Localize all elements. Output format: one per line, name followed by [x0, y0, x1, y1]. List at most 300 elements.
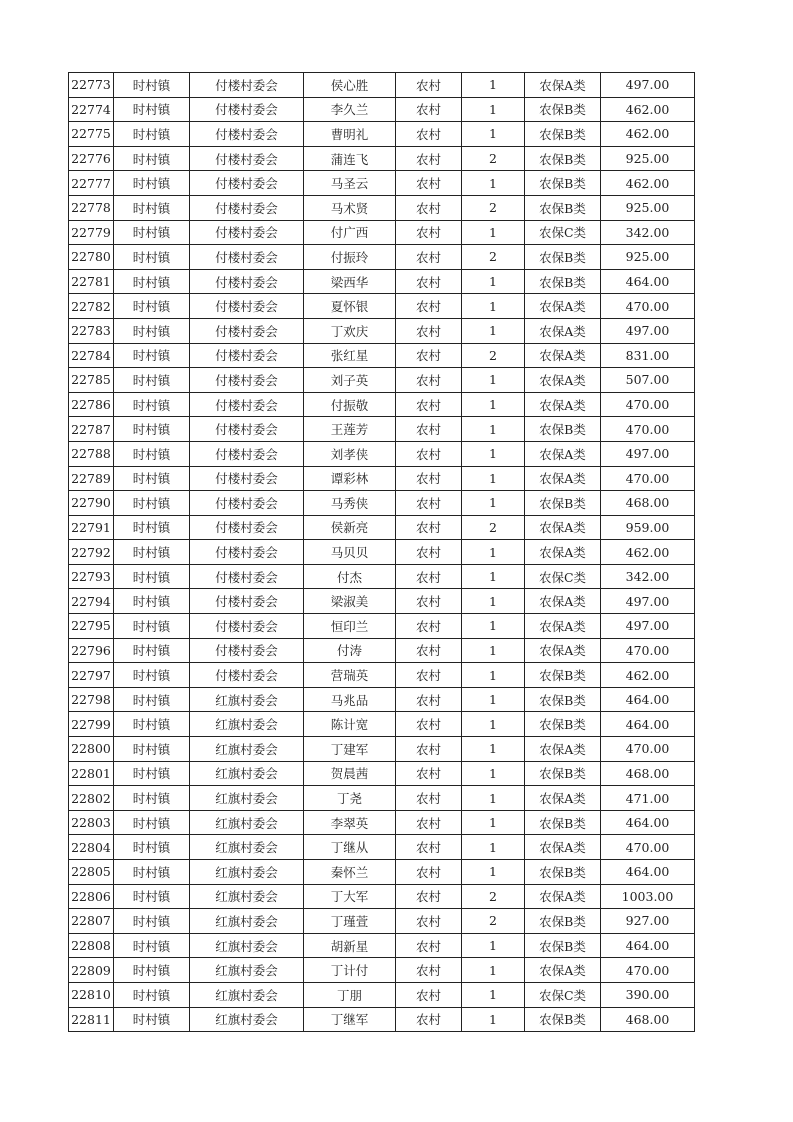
town-cell: 时村镇 [114, 441, 190, 466]
insurance-category-cell: 农保A类 [525, 958, 601, 983]
record-id-cell: 22778 [69, 195, 114, 220]
amount-cell: 464.00 [601, 860, 695, 885]
person-name-cell: 李久兰 [304, 97, 396, 122]
household-type-cell: 农村 [396, 737, 462, 762]
record-id-cell: 22806 [69, 884, 114, 909]
person-name-cell: 胡新星 [304, 933, 396, 958]
household-type-cell: 农村 [396, 97, 462, 122]
member-count-cell: 1 [462, 614, 525, 639]
insurance-category-cell: 农保B类 [525, 97, 601, 122]
record-id-cell: 22792 [69, 540, 114, 565]
table-row [69, 589, 695, 614]
town-cell: 时村镇 [114, 171, 190, 196]
village-committee-cell: 付楼村委会 [190, 466, 304, 491]
insurance-category-cell: 农保B类 [525, 269, 601, 294]
table-row [69, 638, 695, 663]
person-name-cell: 付涛 [304, 638, 396, 663]
insurance-category-cell: 农保B类 [525, 909, 601, 934]
table-row [69, 1007, 695, 1032]
record-id-cell: 22790 [69, 491, 114, 516]
record-id-cell: 22811 [69, 1007, 114, 1032]
amount-cell: 468.00 [601, 761, 695, 786]
village-committee-cell: 付楼村委会 [190, 441, 304, 466]
member-count-cell: 1 [462, 540, 525, 565]
amount-cell: 342.00 [601, 220, 695, 245]
person-name-cell: 马圣云 [304, 171, 396, 196]
person-name-cell: 刘孝侠 [304, 441, 396, 466]
person-name-cell: 李翠英 [304, 810, 396, 835]
table-row [69, 491, 695, 516]
member-count-cell: 1 [462, 97, 525, 122]
town-cell: 时村镇 [114, 564, 190, 589]
village-committee-cell: 红旗村委会 [190, 761, 304, 786]
table-row [69, 515, 695, 540]
person-name-cell: 梁西华 [304, 269, 396, 294]
household-type-cell: 农村 [396, 146, 462, 171]
table-row [69, 884, 695, 909]
person-name-cell: 付振玲 [304, 245, 396, 270]
table-row [69, 294, 695, 319]
village-committee-cell: 付楼村委会 [190, 195, 304, 220]
amount-cell: 470.00 [601, 638, 695, 663]
town-cell: 时村镇 [114, 712, 190, 737]
person-name-cell: 谭彩林 [304, 466, 396, 491]
household-type-cell: 农村 [396, 761, 462, 786]
person-name-cell: 丁继军 [304, 1007, 396, 1032]
town-cell: 时村镇 [114, 860, 190, 885]
insurance-category-cell: 农保A类 [525, 540, 601, 565]
table-row [69, 269, 695, 294]
amount-cell: 497.00 [601, 441, 695, 466]
record-id-cell: 22796 [69, 638, 114, 663]
household-type-cell: 农村 [396, 687, 462, 712]
person-name-cell: 营瑞英 [304, 663, 396, 688]
person-name-cell: 丁欢庆 [304, 318, 396, 343]
record-id-cell: 22799 [69, 712, 114, 737]
village-committee-cell: 付楼村委会 [190, 97, 304, 122]
village-committee-cell: 付楼村委会 [190, 294, 304, 319]
town-cell: 时村镇 [114, 343, 190, 368]
insurance-category-cell: 农保B类 [525, 1007, 601, 1032]
household-type-cell: 农村 [396, 220, 462, 245]
person-name-cell: 丁计付 [304, 958, 396, 983]
amount-cell: 497.00 [601, 73, 695, 98]
town-cell: 时村镇 [114, 269, 190, 294]
insurance-category-cell: 农保B类 [525, 146, 601, 171]
table-row [69, 73, 695, 98]
table-row [69, 318, 695, 343]
insurance-category-cell: 农保B类 [525, 122, 601, 147]
record-id-cell: 22774 [69, 97, 114, 122]
record-id-cell: 22789 [69, 466, 114, 491]
member-count-cell: 1 [462, 368, 525, 393]
amount-cell: 471.00 [601, 786, 695, 811]
record-id-cell: 22808 [69, 933, 114, 958]
member-count-cell: 1 [462, 220, 525, 245]
person-name-cell: 王莲芳 [304, 417, 396, 442]
insurance-category-cell: 农保A类 [525, 638, 601, 663]
record-id-cell: 22803 [69, 810, 114, 835]
household-type-cell: 农村 [396, 810, 462, 835]
household-type-cell: 农村 [396, 318, 462, 343]
table-row [69, 933, 695, 958]
insurance-category-cell: 农保B类 [525, 491, 601, 516]
household-type-cell: 农村 [396, 638, 462, 663]
amount-cell: 462.00 [601, 663, 695, 688]
table-row [69, 860, 695, 885]
town-cell: 时村镇 [114, 73, 190, 98]
household-type-cell: 农村 [396, 663, 462, 688]
person-name-cell: 贺晨茜 [304, 761, 396, 786]
member-count-cell: 2 [462, 884, 525, 909]
village-committee-cell: 付楼村委会 [190, 392, 304, 417]
member-count-cell: 2 [462, 146, 525, 171]
person-name-cell: 侯新亮 [304, 515, 396, 540]
household-type-cell: 农村 [396, 884, 462, 909]
household-type-cell: 农村 [396, 982, 462, 1007]
record-id-cell: 22776 [69, 146, 114, 171]
town-cell: 时村镇 [114, 245, 190, 270]
village-committee-cell: 付楼村委会 [190, 269, 304, 294]
record-id-cell: 22797 [69, 663, 114, 688]
table-row [69, 122, 695, 147]
record-id-cell: 22795 [69, 614, 114, 639]
member-count-cell: 1 [462, 786, 525, 811]
member-count-cell: 1 [462, 171, 525, 196]
insurance-category-cell: 农保C类 [525, 982, 601, 1007]
village-committee-cell: 付楼村委会 [190, 417, 304, 442]
record-id-cell: 22804 [69, 835, 114, 860]
village-committee-cell: 付楼村委会 [190, 343, 304, 368]
table-row [69, 786, 695, 811]
town-cell: 时村镇 [114, 146, 190, 171]
table-row [69, 614, 695, 639]
insurance-category-cell: 农保B类 [525, 417, 601, 442]
household-type-cell: 农村 [396, 441, 462, 466]
member-count-cell: 1 [462, 835, 525, 860]
record-id-cell: 22801 [69, 761, 114, 786]
town-cell: 时村镇 [114, 195, 190, 220]
village-committee-cell: 付楼村委会 [190, 614, 304, 639]
table-row [69, 810, 695, 835]
household-type-cell: 农村 [396, 294, 462, 319]
member-count-cell: 1 [462, 589, 525, 614]
insurance-category-cell: 农保A类 [525, 73, 601, 98]
insurance-category-cell: 农保A类 [525, 368, 601, 393]
insurance-category-cell: 农保B类 [525, 761, 601, 786]
person-name-cell: 丁大军 [304, 884, 396, 909]
amount-cell: 470.00 [601, 392, 695, 417]
table-row [69, 146, 695, 171]
village-committee-cell: 红旗村委会 [190, 687, 304, 712]
village-committee-cell: 付楼村委会 [190, 220, 304, 245]
record-id-cell: 22783 [69, 318, 114, 343]
person-name-cell: 马兆品 [304, 687, 396, 712]
town-cell: 时村镇 [114, 933, 190, 958]
member-count-cell: 1 [462, 761, 525, 786]
household-type-cell: 农村 [396, 417, 462, 442]
town-cell: 时村镇 [114, 982, 190, 1007]
person-name-cell: 丁尧 [304, 786, 396, 811]
village-committee-cell: 付楼村委会 [190, 73, 304, 98]
insurance-category-cell: 农保A类 [525, 441, 601, 466]
village-committee-cell: 付楼村委会 [190, 564, 304, 589]
village-committee-cell: 付楼村委会 [190, 146, 304, 171]
insurance-category-cell: 农保A类 [525, 614, 601, 639]
amount-cell: 925.00 [601, 195, 695, 220]
member-count-cell: 1 [462, 810, 525, 835]
member-count-cell: 1 [462, 294, 525, 319]
record-id-cell: 22773 [69, 73, 114, 98]
town-cell: 时村镇 [114, 884, 190, 909]
table-row [69, 761, 695, 786]
village-committee-cell: 付楼村委会 [190, 638, 304, 663]
amount-cell: 470.00 [601, 737, 695, 762]
table-row [69, 417, 695, 442]
amount-cell: 464.00 [601, 810, 695, 835]
table-row [69, 564, 695, 589]
household-type-cell: 农村 [396, 786, 462, 811]
town-cell: 时村镇 [114, 294, 190, 319]
amount-cell: 497.00 [601, 589, 695, 614]
village-committee-cell: 付楼村委会 [190, 491, 304, 516]
member-count-cell: 1 [462, 491, 525, 516]
insurance-category-cell: 农保A类 [525, 466, 601, 491]
person-name-cell: 张红星 [304, 343, 396, 368]
insurance-category-cell: 农保B类 [525, 245, 601, 270]
member-count-cell: 1 [462, 958, 525, 983]
household-type-cell: 农村 [396, 122, 462, 147]
record-id-cell: 22782 [69, 294, 114, 319]
insurance-category-cell: 农保B类 [525, 933, 601, 958]
person-name-cell: 付振敬 [304, 392, 396, 417]
household-type-cell: 农村 [396, 614, 462, 639]
household-type-cell: 农村 [396, 195, 462, 220]
person-name-cell: 夏怀银 [304, 294, 396, 319]
household-type-cell: 农村 [396, 368, 462, 393]
record-id-cell: 22800 [69, 737, 114, 762]
household-type-cell: 农村 [396, 171, 462, 196]
household-type-cell: 农村 [396, 540, 462, 565]
person-name-cell: 恒印兰 [304, 614, 396, 639]
amount-cell: 462.00 [601, 540, 695, 565]
town-cell: 时村镇 [114, 220, 190, 245]
household-type-cell: 农村 [396, 343, 462, 368]
amount-cell: 927.00 [601, 909, 695, 934]
person-name-cell: 秦怀兰 [304, 860, 396, 885]
village-committee-cell: 红旗村委会 [190, 933, 304, 958]
table-row [69, 392, 695, 417]
insurance-category-cell: 农保A类 [525, 786, 601, 811]
village-committee-cell: 红旗村委会 [190, 712, 304, 737]
amount-cell: 470.00 [601, 835, 695, 860]
table-row [69, 220, 695, 245]
member-count-cell: 1 [462, 417, 525, 442]
town-cell: 时村镇 [114, 687, 190, 712]
amount-cell: 462.00 [601, 171, 695, 196]
insurance-category-cell: 农保B类 [525, 195, 601, 220]
record-id-cell: 22780 [69, 245, 114, 270]
insurance-category-cell: 农保C类 [525, 564, 601, 589]
person-name-cell: 刘子英 [304, 368, 396, 393]
record-id-cell: 22810 [69, 982, 114, 1007]
insurance-category-cell: 农保B类 [525, 860, 601, 885]
record-id-cell: 22775 [69, 122, 114, 147]
village-committee-cell: 红旗村委会 [190, 786, 304, 811]
household-type-cell: 农村 [396, 245, 462, 270]
amount-cell: 464.00 [601, 687, 695, 712]
town-cell: 时村镇 [114, 466, 190, 491]
household-type-cell: 农村 [396, 933, 462, 958]
member-count-cell: 1 [462, 318, 525, 343]
member-count-cell: 2 [462, 343, 525, 368]
table-row [69, 343, 695, 368]
town-cell: 时村镇 [114, 491, 190, 516]
village-committee-cell: 红旗村委会 [190, 860, 304, 885]
record-id-cell: 22787 [69, 417, 114, 442]
household-type-cell: 农村 [396, 1007, 462, 1032]
town-cell: 时村镇 [114, 958, 190, 983]
amount-cell: 507.00 [601, 368, 695, 393]
village-committee-cell: 付楼村委会 [190, 540, 304, 565]
record-id-cell: 22805 [69, 860, 114, 885]
person-name-cell: 马贝贝 [304, 540, 396, 565]
person-name-cell: 丁朋 [304, 982, 396, 1007]
amount-cell: 470.00 [601, 294, 695, 319]
amount-cell: 342.00 [601, 564, 695, 589]
member-count-cell: 1 [462, 1007, 525, 1032]
table-body [69, 73, 695, 1032]
insurance-category-cell: 农保A类 [525, 515, 601, 540]
village-committee-cell: 付楼村委会 [190, 515, 304, 540]
member-count-cell: 2 [462, 909, 525, 934]
record-id-cell: 22807 [69, 909, 114, 934]
village-committee-cell: 红旗村委会 [190, 737, 304, 762]
amount-cell: 470.00 [601, 958, 695, 983]
village-committee-cell: 付楼村委会 [190, 318, 304, 343]
table-row [69, 982, 695, 1007]
town-cell: 时村镇 [114, 97, 190, 122]
village-committee-cell: 付楼村委会 [190, 589, 304, 614]
member-count-cell: 2 [462, 195, 525, 220]
insurance-category-cell: 农保A类 [525, 737, 601, 762]
record-id-cell: 22785 [69, 368, 114, 393]
record-id-cell: 22777 [69, 171, 114, 196]
amount-cell: 497.00 [601, 318, 695, 343]
household-type-cell: 农村 [396, 491, 462, 516]
insurance-category-cell: 农保C类 [525, 220, 601, 245]
record-id-cell: 22786 [69, 392, 114, 417]
record-id-cell: 22788 [69, 441, 114, 466]
record-id-cell: 22784 [69, 343, 114, 368]
table-row [69, 245, 695, 270]
member-count-cell: 1 [462, 73, 525, 98]
member-count-cell: 1 [462, 712, 525, 737]
person-name-cell: 侯心胜 [304, 73, 396, 98]
member-count-cell: 1 [462, 982, 525, 1007]
record-id-cell: 22794 [69, 589, 114, 614]
household-type-cell: 农村 [396, 589, 462, 614]
insurance-category-cell: 农保A类 [525, 589, 601, 614]
village-committee-cell: 付楼村委会 [190, 245, 304, 270]
town-cell: 时村镇 [114, 368, 190, 393]
amount-cell: 470.00 [601, 417, 695, 442]
village-committee-cell: 付楼村委会 [190, 122, 304, 147]
household-type-cell: 农村 [396, 712, 462, 737]
table-row [69, 663, 695, 688]
amount-cell: 925.00 [601, 146, 695, 171]
household-type-cell: 农村 [396, 909, 462, 934]
amount-cell: 464.00 [601, 933, 695, 958]
amount-cell: 470.00 [601, 466, 695, 491]
record-id-cell: 22791 [69, 515, 114, 540]
record-id-cell: 22779 [69, 220, 114, 245]
insurance-category-cell: 农保A类 [525, 884, 601, 909]
person-name-cell: 梁淑美 [304, 589, 396, 614]
amount-cell: 464.00 [601, 712, 695, 737]
household-type-cell: 农村 [396, 958, 462, 983]
town-cell: 时村镇 [114, 122, 190, 147]
record-id-cell: 22809 [69, 958, 114, 983]
village-committee-cell: 红旗村委会 [190, 884, 304, 909]
amount-cell: 390.00 [601, 982, 695, 1007]
insurance-category-cell: 农保A类 [525, 392, 601, 417]
insurance-category-cell: 农保B类 [525, 171, 601, 196]
amount-cell: 831.00 [601, 343, 695, 368]
insurance-category-cell: 农保B类 [525, 663, 601, 688]
member-count-cell: 1 [462, 737, 525, 762]
table-row [69, 909, 695, 934]
household-type-cell: 农村 [396, 73, 462, 98]
village-committee-cell: 红旗村委会 [190, 909, 304, 934]
insurance-category-cell: 农保B类 [525, 712, 601, 737]
household-type-cell: 农村 [396, 466, 462, 491]
village-committee-cell: 红旗村委会 [190, 810, 304, 835]
table-row [69, 466, 695, 491]
amount-cell: 462.00 [601, 97, 695, 122]
household-type-cell: 农村 [396, 392, 462, 417]
insurance-category-cell: 农保A类 [525, 343, 601, 368]
member-count-cell: 1 [462, 687, 525, 712]
village-committee-cell: 红旗村委会 [190, 958, 304, 983]
person-name-cell: 马秀侠 [304, 491, 396, 516]
town-cell: 时村镇 [114, 614, 190, 639]
record-id-cell: 22798 [69, 687, 114, 712]
amount-cell: 462.00 [601, 122, 695, 147]
insurance-category-cell: 农保B类 [525, 687, 601, 712]
table-row [69, 712, 695, 737]
town-cell: 时村镇 [114, 909, 190, 934]
town-cell: 时村镇 [114, 515, 190, 540]
town-cell: 时村镇 [114, 663, 190, 688]
village-committee-cell: 付楼村委会 [190, 368, 304, 393]
village-committee-cell: 红旗村委会 [190, 982, 304, 1007]
table-row [69, 835, 695, 860]
household-type-cell: 农村 [396, 835, 462, 860]
person-name-cell: 马术贤 [304, 195, 396, 220]
amount-cell: 959.00 [601, 515, 695, 540]
person-name-cell: 丁建军 [304, 737, 396, 762]
table-row [69, 368, 695, 393]
town-cell: 时村镇 [114, 540, 190, 565]
village-committee-cell: 红旗村委会 [190, 1007, 304, 1032]
record-id-cell: 22793 [69, 564, 114, 589]
person-name-cell: 付广西 [304, 220, 396, 245]
member-count-cell: 1 [462, 860, 525, 885]
member-count-cell: 1 [462, 663, 525, 688]
table-row [69, 441, 695, 466]
household-type-cell: 农村 [396, 515, 462, 540]
